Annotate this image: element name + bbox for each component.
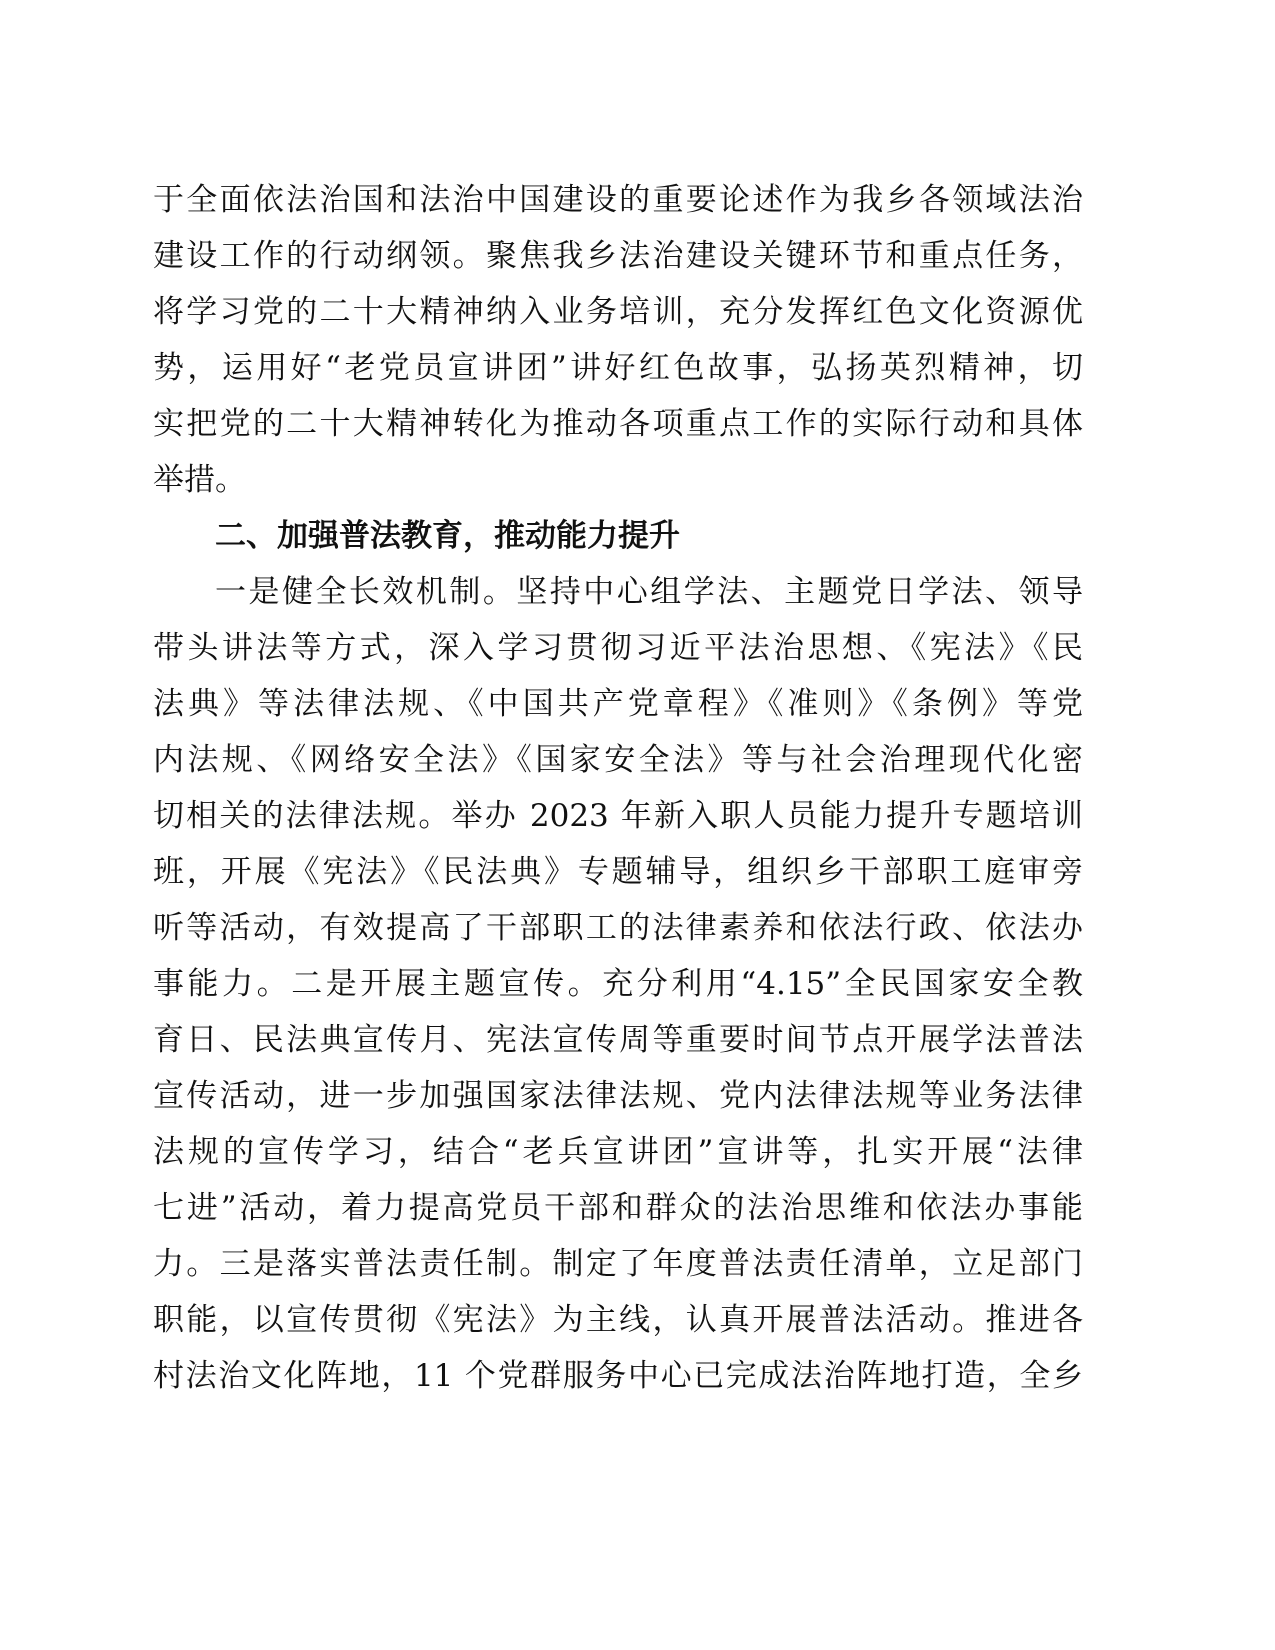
paragraph-2-line-13: 力。三是落实普法责任制。制定了年度普法责任清单，立足部门	[153, 1246, 1083, 1282]
paragraph-2-line-15: 村法治文化阵地，11 个党群服务中心已完成法治阵地打造，全乡	[153, 1358, 1083, 1394]
paragraph-2-line-3: 法典》等法律法规、《中国共产党章程》《准则》《条例》等党	[153, 686, 1083, 722]
paragraph-2-line-7: 听等活动，有效提高了干部职工的法律素养和依法行政、依法办	[153, 910, 1083, 946]
paragraph-1-line-6: 举措。	[153, 462, 246, 498]
paragraph-2-line-1: 一是健全长效机制。坚持中心组学法、主题党日学法、领导	[215, 574, 1083, 610]
paragraph-2-line-5: 切相关的法律法规。举办 2023 年新入职人员能力提升专题培训	[153, 798, 1083, 834]
paragraph-2-line-11: 法规的宣传学习，结合“老兵宣讲团”宣讲等，扎实开展“法律	[153, 1134, 1083, 1170]
section-heading: 二、加强普法教育，推动能力提升	[215, 518, 680, 554]
paragraph-2-line-14: 职能，以宣传贯彻《宪法》为主线，认真开展普法活动。推进各	[153, 1302, 1083, 1338]
paragraph-1-line-2: 建设工作的行动纲领。聚焦我乡法治建设关键环节和重点任务，	[153, 238, 1083, 274]
paragraph-2-line-2: 带头讲法等方式，深入学习贯彻习近平法治思想、《宪法》《民	[153, 630, 1083, 666]
paragraph-2-line-4: 内法规、《网络安全法》《国家安全法》等与社会治理现代化密	[153, 742, 1083, 778]
paragraph-1-line-4: 势，运用好“老党员宣讲团”讲好红色故事，弘扬英烈精神，切	[153, 350, 1083, 386]
paragraph-2-line-6: 班，开展《宪法》《民法典》专题辅导，组织乡干部职工庭审旁	[153, 854, 1083, 890]
paragraph-1-line-5: 实把党的二十大精神转化为推动各项重点工作的实际行动和具体	[153, 406, 1083, 442]
paragraph-2-line-10: 宣传活动，进一步加强国家法律法规、党内法律法规等业务法律	[153, 1078, 1083, 1114]
paragraph-2-line-9: 育日、民法典宣传月、宪法宣传周等重要时间节点开展学法普法	[153, 1022, 1083, 1058]
paragraph-2-line-8: 事能力。二是开展主题宣传。充分利用“4.15”全民国家安全教	[153, 966, 1083, 1002]
paragraph-1-line-3: 将学习党的二十大精神纳入业务培训，充分发挥红色文化资源优	[153, 294, 1083, 330]
paragraph-2-line-12: 七进”活动，着力提高党员干部和群众的法治思维和依法办事能	[153, 1190, 1083, 1226]
paragraph-1-line-1: 于全面依法治国和法治中国建设的重要论述作为我乡各领域法治	[153, 182, 1083, 218]
